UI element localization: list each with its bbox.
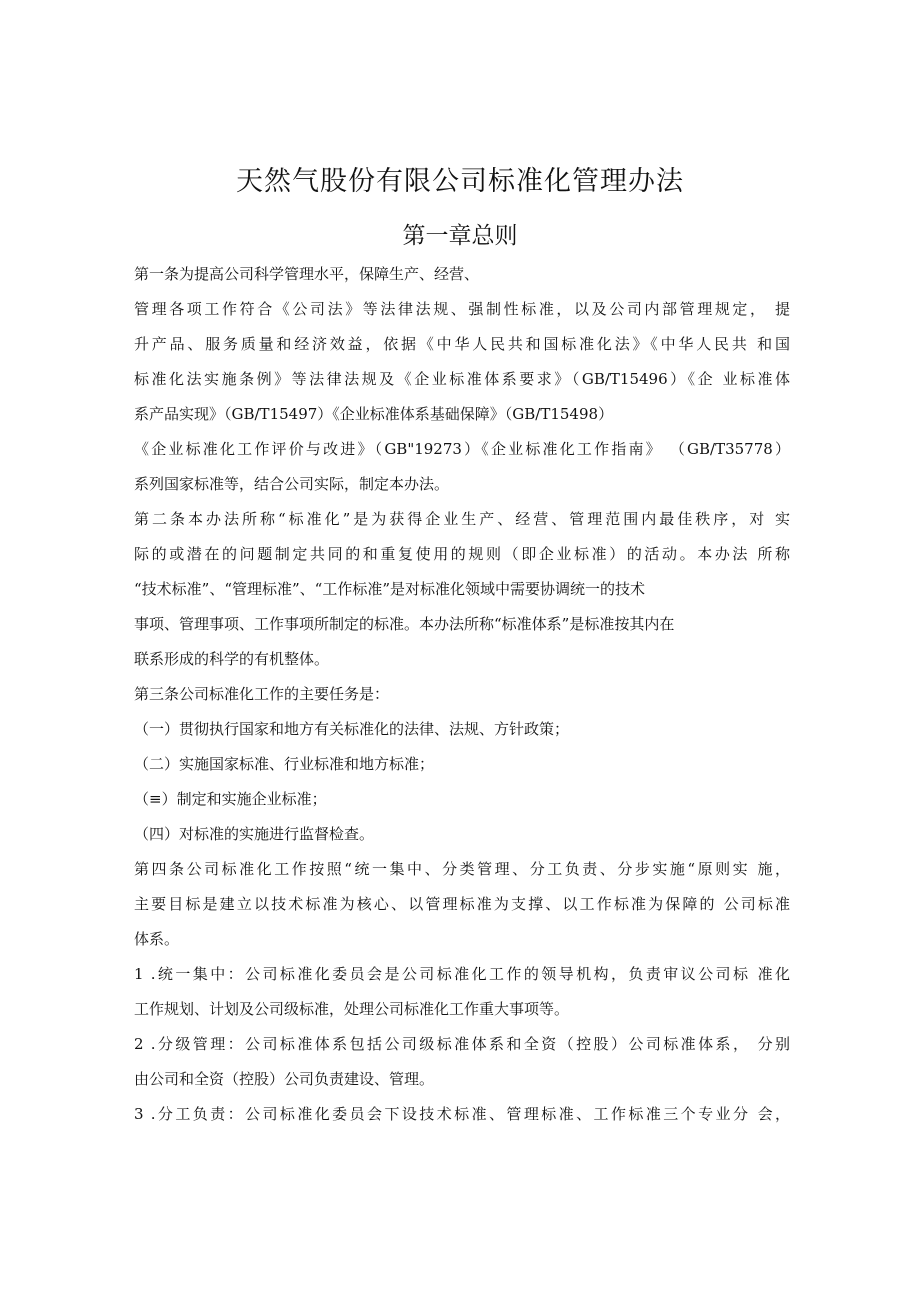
text-line: 际的或潜在的问题制定共同的和重复使用的规则（即企业标准）的活动。本办法 所称	[134, 545, 790, 563]
text-line: 第一条为提高公司科学管理水平，保障生产、经营、	[134, 265, 480, 283]
text-line: （≡）制定和实施企业标准；	[134, 790, 327, 808]
text-line: （一）贯彻执行国家和地方有关标准化的法律、法规、方针政策；	[134, 720, 570, 738]
text-line: 《企业标准化工作评价与改进》（GB"19273）《企业标准化工作指南》 （GB/T35778）	[134, 440, 790, 458]
text-line: 管理各项工作符合《公司法》等法律法规、强制性标准，以及公司内部管理规定， 提	[134, 300, 790, 318]
text-line: 系列国家标准等，结合公司实际，制定本办法。	[134, 475, 450, 493]
text-line: 2 .分级管理：公司标准体系包括公司级标准体系和全资（控股）公司标准体系， 分别	[134, 1035, 790, 1053]
text-line: 1 .统一集中：公司标准化委员会是公司标准化工作的领导机构，负责审议公司标 准化	[134, 965, 790, 983]
text-line: 标准化法实施条例》等法律法规及《企业标准体系要求》（GB/T15496）《企 业标准体	[134, 370, 790, 388]
text-line: 主要目标是建立以技术标准为核心、以管理标准为支撑、以工作标准为保障的 公司标准	[134, 895, 790, 913]
text-line: 联系形成的科学的有机整体。	[134, 650, 330, 668]
document-title: 天然气股份有限公司标准化管理办法	[236, 166, 684, 197]
text-line: 系产品实现》（GB/T15497）《企业标准体系基础保障》（GB/T15498）	[134, 405, 614, 423]
text-line: 事项、管理事项、工作事项所制定的标准。本办法所称“标准体系”是标准按其内在	[134, 615, 675, 633]
text-line: 第四条公司标准化工作按照“统一集中、分类管理、分工负责、分步实施“原则实 施，	[134, 860, 790, 878]
text-line: 第三条公司标准化工作的主要任务是：	[134, 685, 390, 703]
text-line: （二）实施国家标准、行业标准和地方标准；	[134, 755, 435, 773]
text-line: 升产品、服务质量和经济效益，依据《中华人民共和国标准化法》《中华人民共 和国	[134, 335, 790, 353]
text-line: 第二条本办法所称“标准化”是为获得企业生产、经营、管理范围内最佳秩序，对 实	[134, 510, 790, 528]
text-line: 3 .分工负责：公司标准化委员会下设技术标准、管理标准、工作标准三个专业分 会，	[134, 1105, 790, 1123]
chapter-title: 第一章总则	[402, 223, 518, 249]
text-line: 工作规划、计划及公司级标准，处理公司标准化工作重大事项等。	[134, 1000, 570, 1018]
text-line: 体系。	[134, 930, 180, 948]
text-line: （四）对标准的实施进行监督检查。	[134, 825, 375, 843]
text-line: 由公司和全资（控股）公司负责建设、管理。	[134, 1070, 435, 1088]
text-line: “技术标准”、“管理标准”、“工作标准”是对标准化领域中需要协调统一的技术	[134, 580, 646, 598]
